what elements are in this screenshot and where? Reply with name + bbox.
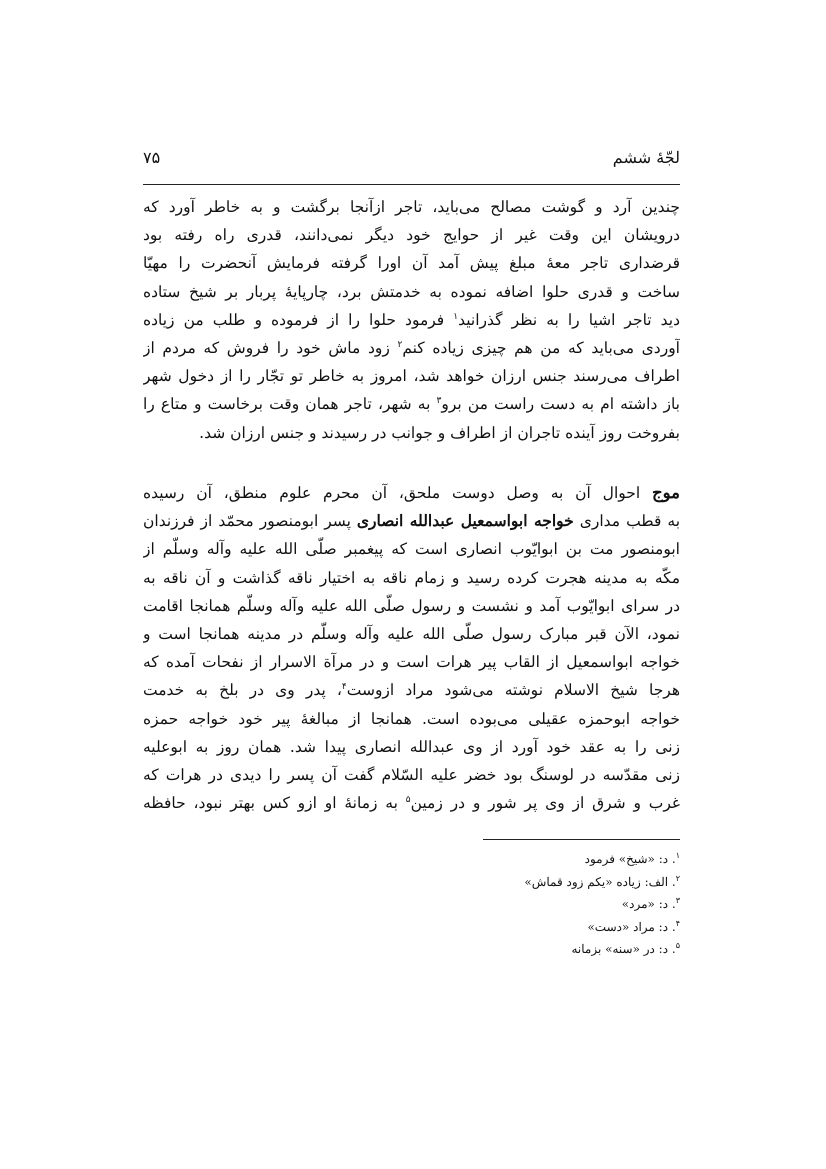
footnote-item [380,916,680,939]
footnote-ref-1[interactable]: ۱ [453,311,459,322]
text-line: در سرای ابوایّوب آمد و نشست و رسول صلّی الله علیه وآله وسلّم همانجا اقامت [143,596,680,615]
footnote-ref-5[interactable]: ۵ [405,795,411,806]
text-line: چندین آرد و گوشت مصالح می‌باید، تاجر ازآنجا برگشت و به خاطر آورد که [143,198,680,216]
text-line: ساخت و قدری حلوا اضافه نموده به خدمتش برد، چارپایهٔ پربار بر شیخ ستاده [143,282,680,301]
footnote-text: . د: «مرد» [621,897,676,911]
footnote-number: ۳ [675,896,680,905]
header-divider [143,184,680,185]
footnote-text: . د: در «سنه» بزمانه [571,942,676,956]
footnote-number: ۵ [675,941,680,950]
text-line [143,789,680,817]
footnotes [380,848,680,961]
footnote-ref-3[interactable]: ۳ [436,396,442,407]
footnote-item [380,938,680,961]
text-line [143,306,680,334]
footnote-text: . د: «شیخ» فرمود [584,852,676,866]
text-segment: به قطب مداری [573,512,680,531]
footnote-number: ۲ [675,873,680,883]
text-line: خواجه ابواسمعیل از القاب پیر هرات است و در مرآة الاسرار از نفحات آمده که [143,653,680,672]
paragraph-1 [143,193,680,447]
text-line: درویشان این وقت غیر از حوایج خود دیگر نمی‌دانند، قدری راه رفته بود [143,226,680,245]
text-line: اطراف می‌رسند جنس ارزان خواهد شد، امروز به خاطر تو تجّار را از دخول شهر [143,367,680,386]
text-segment: به شهر، تاجر همان وقت برخاست و متاع را [143,395,437,414]
chapter-title: لجّهٔ ششم [612,148,680,167]
text-line: خواجه ابوحمزه عقیلی می‌بوده است. همانجا از مبالغهٔ پیر خود خواجه حمزه [143,709,680,728]
text-segment: پسر ابومنصور محمّد از فرزندان [143,512,357,531]
text-segment: دید تاجر اشیا را به نظر گذرانید [458,310,680,329]
text-segment: فرمود حلوا را از فرموده و طلب من زیاده [143,310,454,329]
footnote-ref-2[interactable]: ۲ [397,339,403,350]
paragraph-2 [143,479,680,817]
footnote-ref-4[interactable]: ۴ [341,682,347,693]
text-line [143,390,680,418]
footnote-text: . الف: زیاده «یکم زود قماش» [524,874,676,889]
page-number: ۷۵ [143,148,161,167]
text-segment: باز داشته ام به دست راست من برو [441,395,680,414]
text-line [143,479,680,507]
footnote-item [380,893,680,916]
text-segment: هرجا شیخ الاسلام نوشته می‌شود مراد ازوست [346,681,680,700]
text-line: بفروخت روز آینده تاجران از اطراف و جوانب در رسیدند و جنس ارزان شد. [199,423,680,442]
text-line: ابومنصور مت بن ابوایّوب انصاری است که پیغمبر صلّی الله علیه وآله وسلّم از [143,540,680,559]
text-line: مکّه به مدینه هجرت کرده رسید و زمام ناقه به اختیار ناقه گذاشت و آن ناقه به [143,568,680,587]
footnote-text: . د: مراد «دست» [587,919,676,934]
text-segment: به زمانهٔ او ازو کس بهتر نبود، حافظه [143,794,406,813]
section-keyword: موج [651,483,680,502]
text-line: قرضداری تاجر معهٔ مبلغ پیش آمد آن اورا گرفته فرمایش آنحضرت را مهیّا [143,254,680,273]
text-line: نمود، الآن قبر مبارک رسول صلّی الله علیه وآله وسلّم در مدینه همانجا است و [143,625,680,644]
text-segment: احوال آن به وصل دوست ملحق، آن محرم علوم منطق، آن رسیده [143,484,652,502]
footnote-item [380,871,680,894]
text-segment: زود ماش خود را فروش که مردم از [143,339,398,358]
text-line: زنی مقدّسه در لوسنگ بود خضر علیه السّلام گفت آن پسر را دیدی در هرات که [143,766,680,785]
text-line: زنی را به عقد خود آورد از وی عبدالله انصاری پیدا شد. همان روز به ابوعلیه [143,737,680,756]
text-segment: غرب و شرق از وی پر شور و در زمین [410,794,680,813]
footnote-number: ۴ [675,918,680,928]
text-segment: آوردی می‌باید که من هم چیزی زیاده کنم [402,339,680,358]
text-segment: ، پدر وی در بلخ به خدمت [143,681,342,700]
text-line [143,676,680,704]
bold-name: خواجه ابواسمعیل عبدالله انصاری [356,511,574,531]
text-line [143,334,680,362]
footnote-divider [483,839,680,840]
footnote-item [380,848,680,871]
footnote-number: ۱ [675,851,680,860]
text-line [143,507,680,535]
running-header [143,148,680,178]
